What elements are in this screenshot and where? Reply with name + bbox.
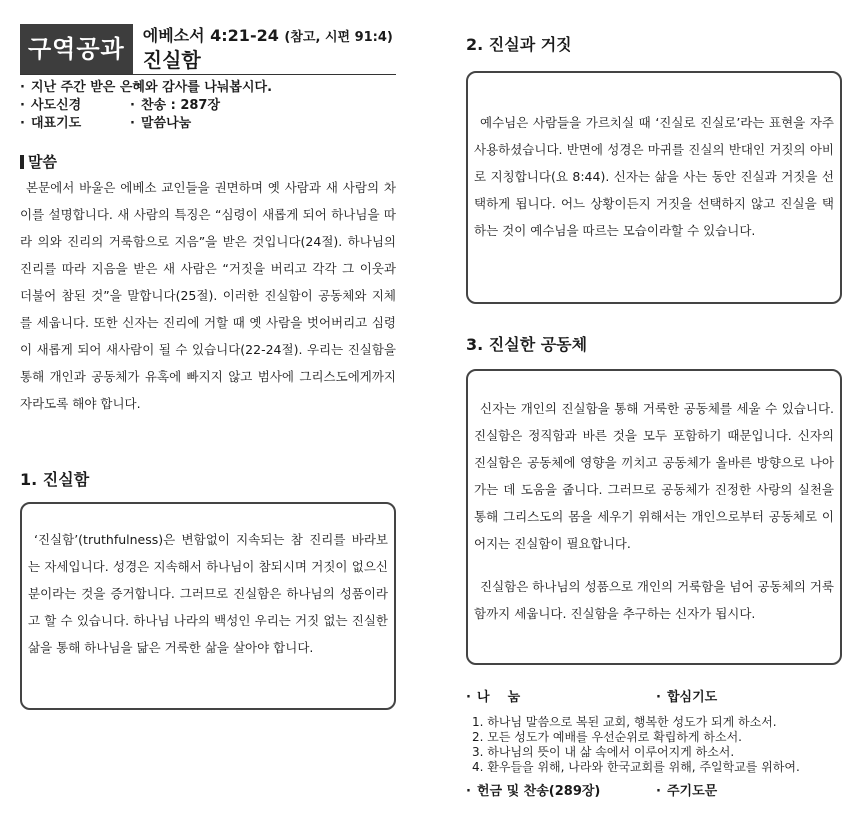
- bullet-dot-icon: ·: [656, 690, 661, 705]
- scripture-cross-reference: (참고, 시편 91:4): [284, 30, 393, 45]
- prayer-item: 2. 모든 성도가 예배를 우선순위로 확립하게 하소서.: [472, 730, 742, 744]
- right-column: [466, 32, 842, 801]
- scripture-reference: [143, 26, 393, 48]
- section2-box: [466, 71, 842, 304]
- bullet-row: [20, 79, 396, 97]
- prayer-item: 3. 하나님의 뜻이 내 삶 속에서 이루어지게 하소서.: [472, 745, 735, 759]
- bullet-row: [20, 115, 396, 133]
- scripture-main: 에베소서 4:21-24: [142, 26, 285, 45]
- lesson-badge: 구역공과: [20, 24, 133, 74]
- footer-offering: 헌금 및 찬송(289장): [476, 784, 601, 799]
- bullet-prayer: 대표기도: [30, 116, 82, 131]
- word-heading-label: 말씀: [28, 153, 57, 171]
- order-of-service: [20, 79, 396, 133]
- prayer-item: 4. 환우들을 위해, 나라와 한국교회를 위해, 주일학교를 위하여.: [472, 760, 800, 774]
- bullet-dot-icon: ·: [20, 98, 25, 113]
- section2-heading: 2. 진실과 거짓: [466, 35, 572, 54]
- footer-row-sharing: [466, 689, 842, 707]
- bullet-dot-icon: ·: [20, 116, 25, 131]
- section-marker-icon: [20, 155, 24, 169]
- footer-sharing: 나 눔: [476, 690, 521, 705]
- lesson-header: [20, 24, 396, 75]
- section1-box: [20, 502, 396, 710]
- word-heading: [20, 151, 396, 172]
- header-text: [143, 26, 393, 74]
- lesson-title: 진실함: [142, 48, 201, 72]
- section3-body2: 진실함은 하나님의 성품으로 개인의 거룩함을 넘어 공동체의 거룩함까지 세웁니다. 진실함을 추구하는 신자가 됩시다.: [474, 579, 834, 621]
- bullet-dot-icon: ·: [20, 80, 25, 95]
- footer-lords-prayer: 주기도문: [666, 784, 718, 799]
- bullet-sharing-grace: 지난 주간 받은 은혜와 감사를 나눠봅시다.: [30, 80, 273, 95]
- footer-row-offering: [466, 783, 842, 801]
- bullet-dot-icon: ·: [130, 98, 135, 113]
- section3-box: [466, 369, 842, 665]
- section2-body: 예수님은 사람들을 가르치실 때 ‘진실로 진실로’라는 표현을 자주 사용하셨습니다. 반면에 성경은 마귀를 진실의 반대인 거짓의 아비로 지칭합니다(요 8:44). 신자는 삶을 사는 동안 진실과 거짓을 선택하게 됩니다. 어느 상황이든지 거짓을 선택하지 않고 진실을 택하는 것이 예수님을 따르는 모습이라할 수 있습니다.: [474, 115, 834, 238]
- bullet-dot-icon: ·: [466, 690, 471, 705]
- prayer-list: [472, 715, 842, 775]
- section3-heading: 3. 진실한 공동체: [466, 335, 588, 354]
- bullet-dot-icon: ·: [656, 784, 661, 799]
- section1-heading: 1. 진실함: [20, 470, 90, 489]
- word-body: 본문에서 바울은 에베소 교인들을 권면하며 옛 사람과 새 사람의 차이를 설명합니다. 새 사람의 특징은 “심령이 새롭게 되어 하나님을 따라 의와 진리의 거룩함으로 지음”을 받은 것입니다(24절). 하나님의 진리를 따라 지음을 받은 새 사람은 “거짓을 버리고 각각 그 이웃과 더불어 참된 것”을 말합니다(25절). 이러한 진실함이 공동체와 지체를 세웁니다. 또한 신자는 진리에 거할 때 옛 사람을 벗어버리고 심령이 새롭게 되어 새사람이 될 수 있습니다(22-24절). 우리는 진실함을 통해 개인과 공동체가 유혹에 빠지지 않고 범사에 그리스도에게까지 자라도록 해야 합니다.: [20, 180, 396, 411]
- bullet-word-sharing: 말씀나눔: [140, 116, 192, 131]
- footer-joint-prayer: 합심기도: [666, 690, 718, 705]
- bullet-hymn: 찬송 : 287장: [140, 98, 221, 113]
- prayer-item: 1. 하나님 말씀으로 복된 교회, 행복한 성도가 되게 하소서.: [472, 715, 777, 729]
- bullet-creed: 사도신경: [30, 98, 82, 113]
- bullet-dot-icon: ·: [130, 116, 135, 131]
- section1-body: ‘진실함’(truthfulness)은 변함없이 지속되는 참 진리를 바라보는 자세입니다. 성경은 지속해서 하나님이 참되시며 거짓이 없으신 분이라는 것을 증거합니다. 그러므로 진실함은 하나님의 성품이라고 할 수 있습니다. 하나님 나라의 백성인 우리는 거짓 없는 진실한 삶을 통해 하나님을 닮은 거룩한 삶을 살아야 합니다.: [28, 532, 388, 655]
- bullet-row: [20, 97, 396, 115]
- bullet-dot-icon: ·: [466, 784, 471, 799]
- left-column: [20, 24, 396, 710]
- section3-body1: 신자는 개인의 진실함을 통해 거룩한 공동체를 세울 수 있습니다. 진실함은 정직함과 바른 것을 모두 포함하기 때문입니다. 신자의 진실함은 공동체에 영향을 끼치고 공동체가 올바른 방향으로 나아가는 데 도움을 줍니다. 그러므로 공동체가 진정한 사랑의 실천을 통해 그리스도의 몸을 세우기 위해서는 개인으로부터 공동체로 이어지는 진실함이 필요합니다.: [474, 401, 834, 551]
